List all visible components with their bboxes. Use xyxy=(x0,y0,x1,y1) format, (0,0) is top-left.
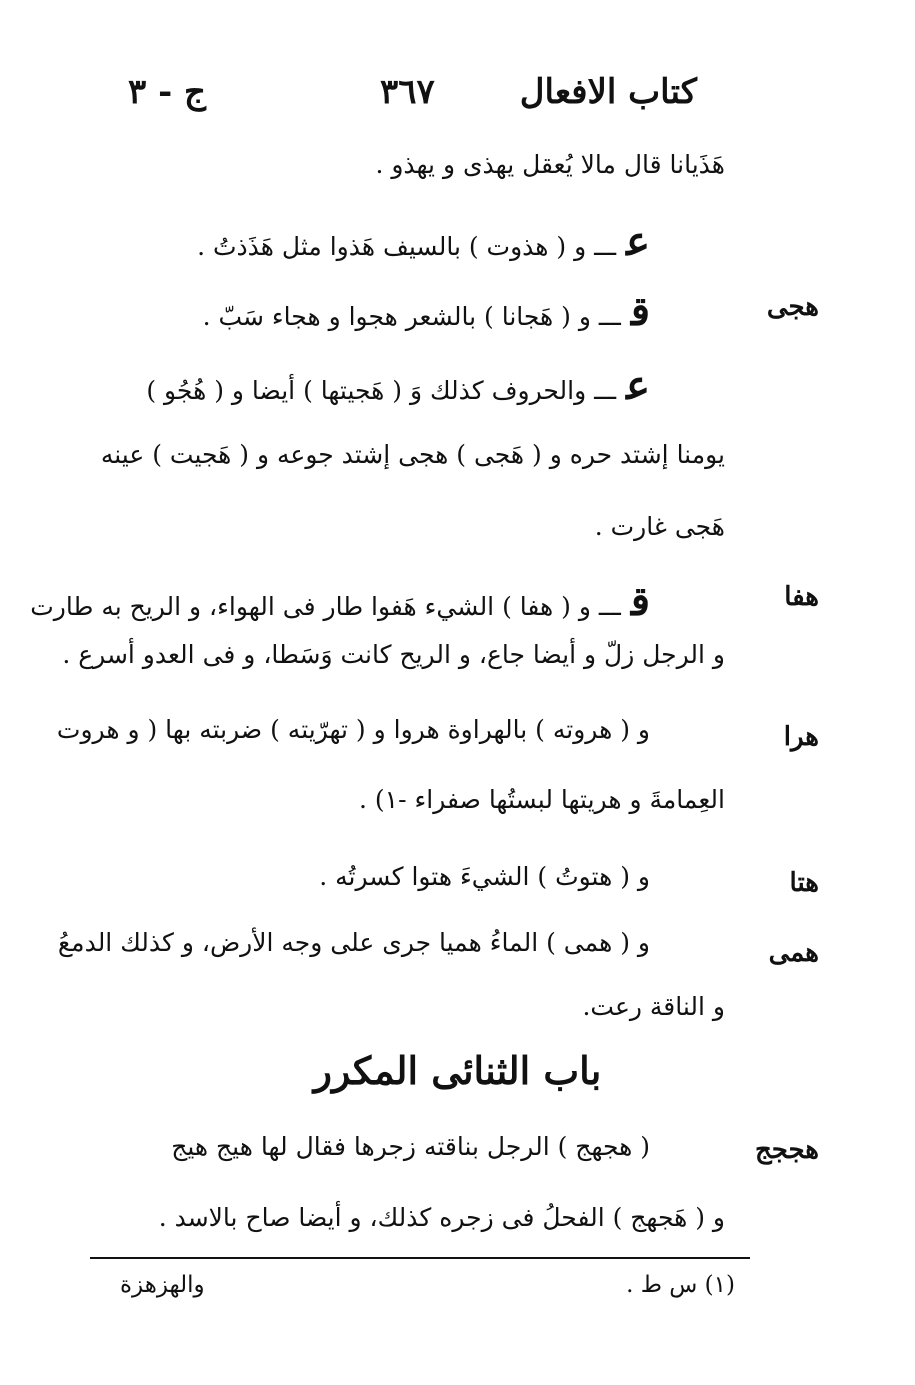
margin-headword: هتا xyxy=(789,868,819,898)
text-line: و الناقة رعت. xyxy=(582,992,725,1021)
text-line: و ( هَجهج ) الفحلُ فى زجره كذلك، و أيضا صاح بالاسد . xyxy=(158,1203,725,1232)
margin-headword: هجى xyxy=(766,292,819,322)
text-line: و ( هروته ) بالهراوة هروا و ( تهرّيته ) ضربته بها ( و هروت xyxy=(56,715,650,744)
text-line: و ( همى ) الماءُ هميا جرى على وجه الأرض، و كذلك الدمعُ xyxy=(57,928,650,957)
text-line: قـــ و ( هفا ) الشيء هَفوا طار فى الهواء، و الريح به طارت xyxy=(30,578,650,625)
margin-headword: هرا xyxy=(783,722,819,752)
text-line: و ( هتوتُ ) الشيءَ هتوا كسرتُه . xyxy=(319,862,650,891)
text-line: قـــ و ( هَجانا ) بالشعر هجوا و هجاء سَبّ . xyxy=(202,288,650,335)
text-line: ( هجهج ) الرجل بناقته زجرها فقال لها هيج هيج xyxy=(171,1132,650,1161)
text-line: هَجى غارت . xyxy=(594,512,725,541)
footnote-divider xyxy=(90,1257,750,1259)
text-line: العِمامةَ و هريتها لبستُها صفراء -١) . xyxy=(359,785,725,814)
entry-letter: ع xyxy=(626,218,650,265)
margin-headword: همى xyxy=(768,938,819,968)
text-line: هَذَيانا قال مالا يُعقل يهذى و يهذو . xyxy=(375,150,725,179)
entry-letter: ع xyxy=(626,362,650,409)
entry-letter: ق xyxy=(630,578,650,625)
text-line: عـــ والحروف كذلك وَ ( هَجيتها ) أيضا و ( هُجُو ) xyxy=(146,362,650,409)
margin-headword: هججج xyxy=(754,1135,819,1165)
text-line: عـــ و ( هذوت ) بالسيف هَذوا مثل هَذَذتُ . xyxy=(197,218,650,265)
section-title: باب الثنائى المكرر xyxy=(313,1048,602,1093)
text-line: و الرجل زلّ و أيضا جاع، و الريح كانت وَسَطا، و فى العدو أسرع . xyxy=(62,640,725,669)
margin-headword: هفا xyxy=(784,582,819,612)
footnote-text: والهزهزة xyxy=(120,1272,205,1298)
header-title: كتاب الافعال xyxy=(519,72,697,112)
footnote-marker: (١) س ط . xyxy=(626,1272,735,1298)
page-number: ٣٦٧ xyxy=(380,72,435,112)
volume-label: ج - ٣ xyxy=(128,72,206,112)
entry-letter: ق xyxy=(630,288,650,335)
text-line: يومنا إشتد حره و ( هَجى ) هجى إشتد جوعه و ( هَجيت ) عينه xyxy=(100,440,725,469)
